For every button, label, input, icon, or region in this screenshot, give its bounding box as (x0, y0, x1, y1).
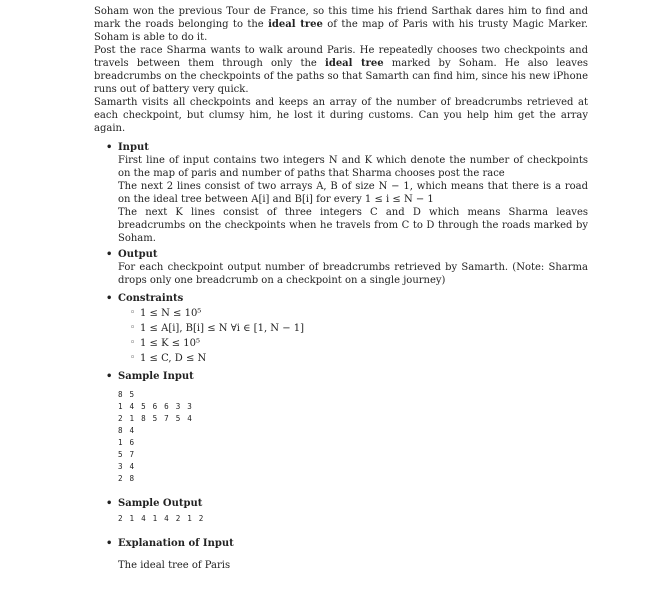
bullet-icon: • (106, 498, 113, 509)
sample-input-line: 8 4 (118, 426, 136, 435)
constraint-item: ◦ 1 ≤ A[i], B[i] ≤ N ∀i ∈ [1, N − 1] (130, 323, 305, 334)
sample-input-line: 5 7 (118, 450, 136, 459)
intro-paragraph-3: Samarth visits all checkpoints and keeps an array of the number of breadcrumbs retrieved at each checkpoint, but clumsy him, he lost it during customs. Can you help him get the array again. (94, 97, 588, 134)
constraint-item: ◦ 1 ≤ C, D ≤ N (130, 353, 207, 364)
input-title: Input (118, 142, 149, 153)
sample-input-line: 1 4 5 6 6 3 3 (118, 402, 194, 411)
explanation-section (94, 537, 588, 572)
constraint-item: ◦ 1 ≤ N ≤ 10⁵ (130, 308, 202, 319)
sample-input-line: 3 4 (118, 462, 136, 471)
sample-output-block (118, 513, 588, 525)
circle-bullet-icon: ◦ (130, 323, 136, 333)
intro-paragraph-1: Soham won the previous Tour de France, so this time his friend Sarthak dares him to find and mark the roads belonging to the ideal tree of the map of Paris with his trusty Magic Marker. Soham is able to do it. (94, 6, 588, 43)
bullet-icon: • (106, 371, 113, 382)
sample-input-line: 1 6 (118, 438, 136, 447)
circle-bullet-icon: ◦ (130, 308, 136, 318)
sample-input-line: 2 8 (118, 474, 136, 483)
output-section (94, 248, 588, 287)
bullet-icon: • (106, 249, 113, 260)
sample-output-title: Sample Output (118, 498, 203, 509)
bullet-icon: • (106, 538, 113, 549)
sample-output-line: 2 1 4 1 4 2 1 2 (118, 514, 205, 523)
output-title: Output (118, 249, 158, 260)
circle-bullet-icon: ◦ (130, 338, 136, 348)
constraints-section (94, 292, 588, 365)
sample-input-section (94, 370, 588, 485)
intro-paragraph-2: Post the race Sharma wants to walk around Paris. He repeatedly chooses two checkpoints and travels between them through only the ideal tree marked by Soham. He also leaves breadcrumbs on the checkpoints of the paths so that Samarth can find him, since his new iPhone runs out of battery very quick. (94, 45, 589, 95)
sample-input-block (118, 389, 588, 485)
sample-input-line: 2 1 8 5 7 5 4 (118, 414, 194, 423)
sample-output-section (94, 497, 588, 525)
sample-input-title: Sample Input (118, 371, 194, 382)
sections-list (94, 141, 588, 572)
constraint-item: ◦ 1 ≤ K ≤ 10⁵ (130, 338, 201, 349)
intro (94, 0, 588, 135)
input-line-2: The next 2 lines consist of two arrays A, B of size N − 1, which means that there is a road on the ideal tree between A[i] and B[i] for every 1 ≤ i ≤ N − 1 (118, 181, 588, 205)
bullet-icon: • (106, 293, 113, 304)
input-line-3: The next K lines consist of three integers C and D which means Sharma leaves breadcrumbs on the checkpoints when he travels from C to D through the roads marked by Soham. (118, 207, 588, 244)
sample-input-line: 8 5 (118, 390, 136, 399)
constraints-title: Constraints (118, 293, 184, 304)
problem-statement (94, 0, 588, 575)
input-line-1: First line of input contains two integers N and K which denote the number of checkpoints on the map of paris and number of paths that Sharma chooses post the race (118, 155, 588, 179)
bullet-icon: • (106, 142, 113, 153)
explanation-text: The ideal tree of Paris (118, 560, 231, 571)
circle-bullet-icon: ◦ (130, 353, 136, 363)
constraints-list (118, 307, 588, 365)
input-section (94, 141, 588, 245)
output-text: For each checkpoint output number of breadcrumbs retrieved by Samarth. (Note: Sharma drops only one breadcrumb on a checkpoint on a single journey) (118, 262, 588, 286)
explanation-title: Explanation of Input (118, 538, 234, 549)
